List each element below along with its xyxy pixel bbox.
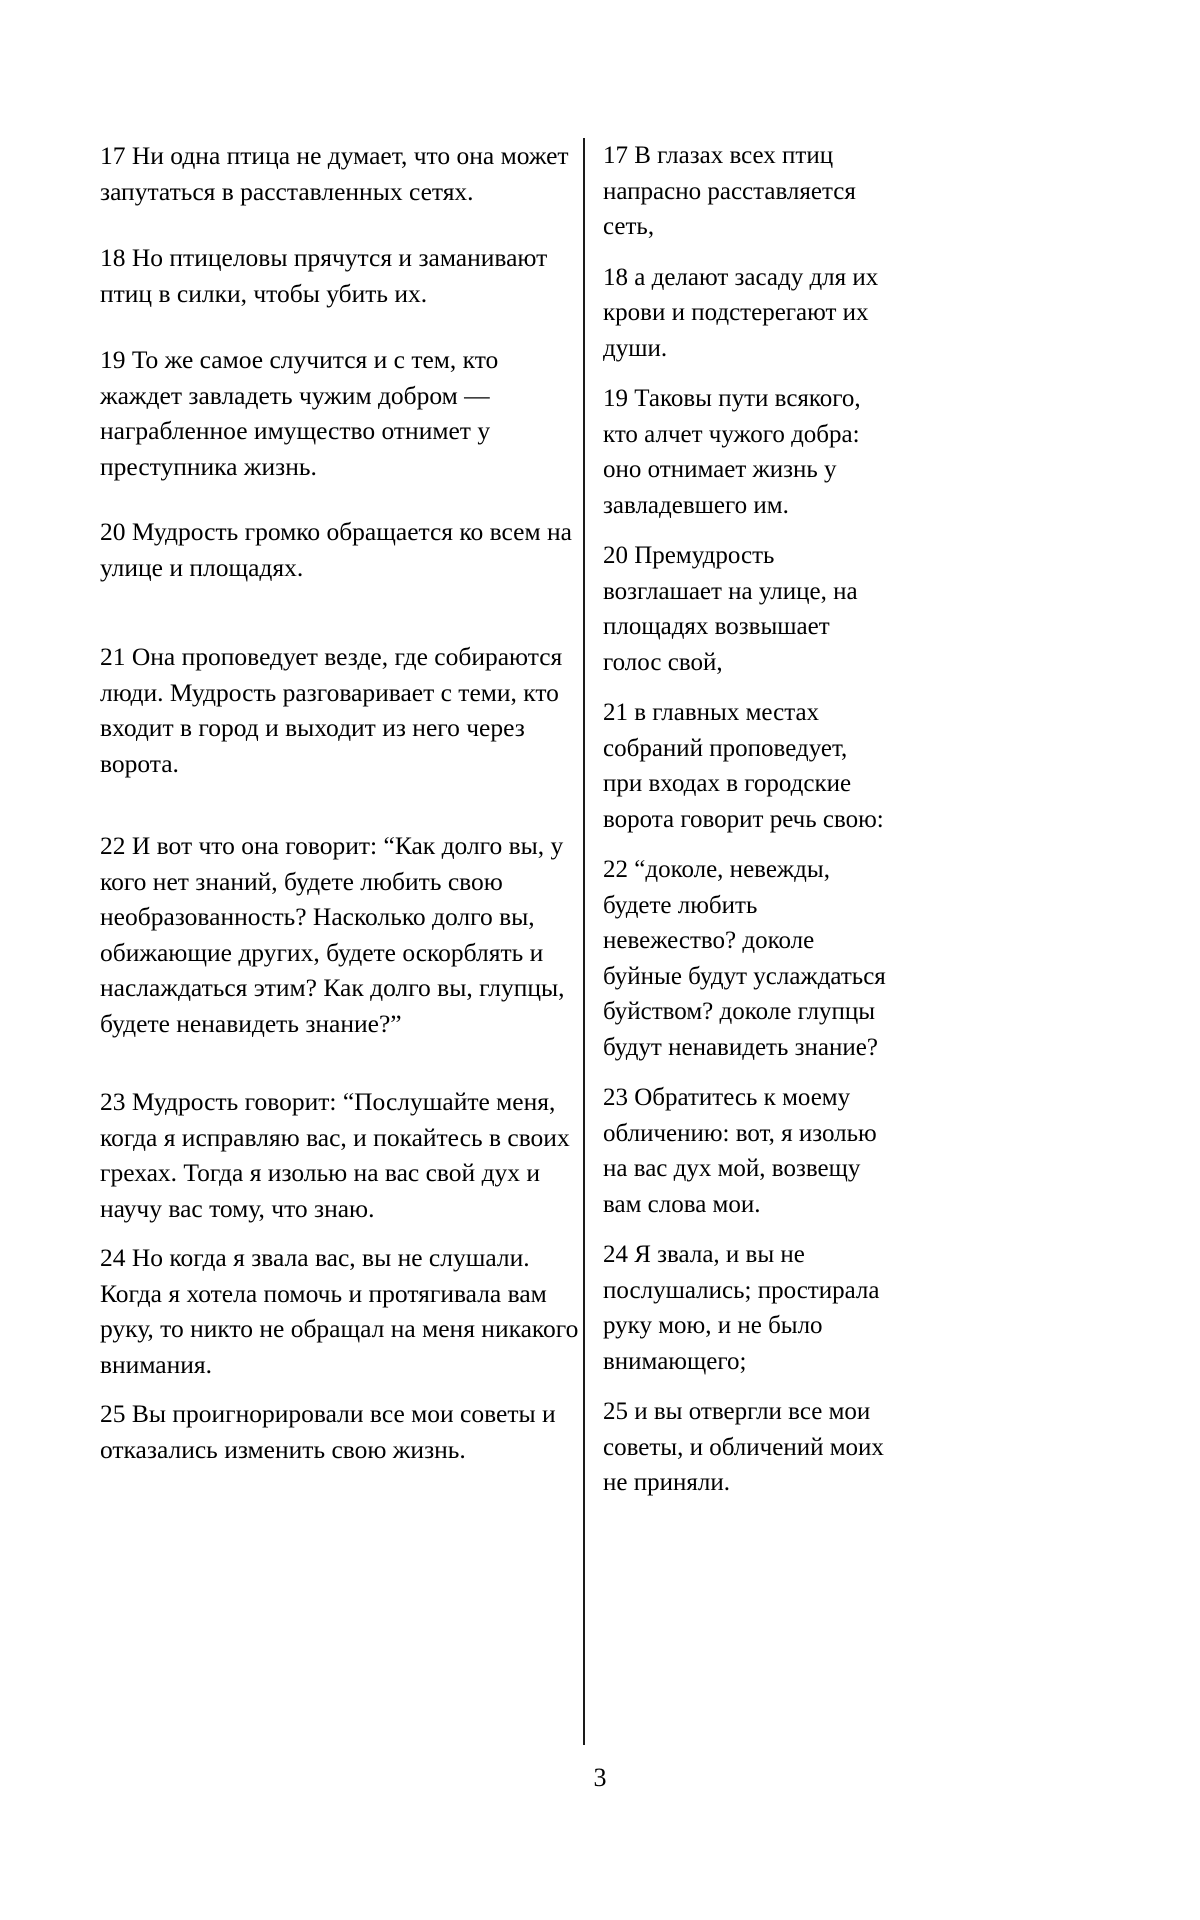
verse-paragraph: 19 Таковы пути всякого, кто алчет чужого добра: оно отнимает жизнь у завладевшего им.	[603, 385, 861, 519]
verse-paragraph: 20 Мудрость громко обращается ко всем на улице и площадях.	[100, 517, 572, 582]
verse-paragraph: 22 И вот что она говорит: “Как долго вы, у кого нет знаний, будете любить свою необразованность? Насколько долго вы, обижающие других, будете оскорблять и наслаждаться этим? Как долго вы, глупцы, будете ненавидеть знание?”	[100, 831, 565, 1038]
verse-paragraph: 25 Вы проигнорировали все мои советы и отказались изменить свою жизнь.	[100, 1399, 556, 1464]
verse-paragraph: 24 Но когда я звала вас, вы не слушали. Когда я хотела помочь и протягивала вам руку, то никто не обращал на меня никакого внимания.	[100, 1243, 579, 1379]
verse-paragraph: 22 “доколе, невежды, будете любить невежество? доколе буйные будут услаждаться буйством? доколе глупцы будут ненавидеть знание?	[603, 856, 886, 1061]
verse-paragraph: 24 Я звала, и вы не послушались; простирала руку мою, и не было внимающего;	[603, 1241, 880, 1375]
verse-paragraph: 20 Премудрость возглашает на улице, на площадях возвышает голос свой,	[603, 542, 858, 676]
verse-paragraph: 17 Ни одна птица не думает, что она может запутаться в расставленных сетях.	[100, 141, 569, 206]
left-text-column	[100, 138, 580, 1467]
verse-paragraph: 25 и вы отвергли все мои советы, и обличений моих не приняли.	[603, 1398, 884, 1496]
column-divider-rule	[583, 138, 585, 1745]
verse-paragraph: 21 Она проповедует везде, где собираются люди. Мудрость разговаривает с теми, кто входит в город и выходит из него через ворота.	[100, 642, 563, 778]
verse-paragraph: 23 Мудрость говорит: “Послушайте меня, когда я исправляю вас, и покайтесь в своих грехах. Тогда я изолью на вас свой дух и научу вас тому, что знаю.	[100, 1087, 570, 1223]
verse-paragraph: 17 В глазах всех птиц напрасно расставляется сеть,	[603, 142, 856, 240]
verse-paragraph: 21 в главных местах собраний проповедует, при входах в городские ворота говорит речь свою:	[603, 699, 884, 833]
verse-paragraph: 18 Но птицеловы прячутся и заманивают птиц в силки, чтобы убить их.	[100, 243, 548, 308]
verse-paragraph: 19 То же самое случится и с тем, кто жаждет завладеть чужим добром — награбленное имущество отнимет у преступника жизнь.	[100, 345, 499, 481]
verse-paragraph: 18 а делают засаду для их крови и подстерегают их души.	[603, 263, 879, 362]
right-text-column	[603, 138, 891, 1501]
verse-paragraph: 23 Обратитесь к моему обличению: вот, я изолью на вас дух мой, возвещу вам слова мои.	[603, 1084, 877, 1218]
page-number: 3	[593, 1763, 607, 1792]
